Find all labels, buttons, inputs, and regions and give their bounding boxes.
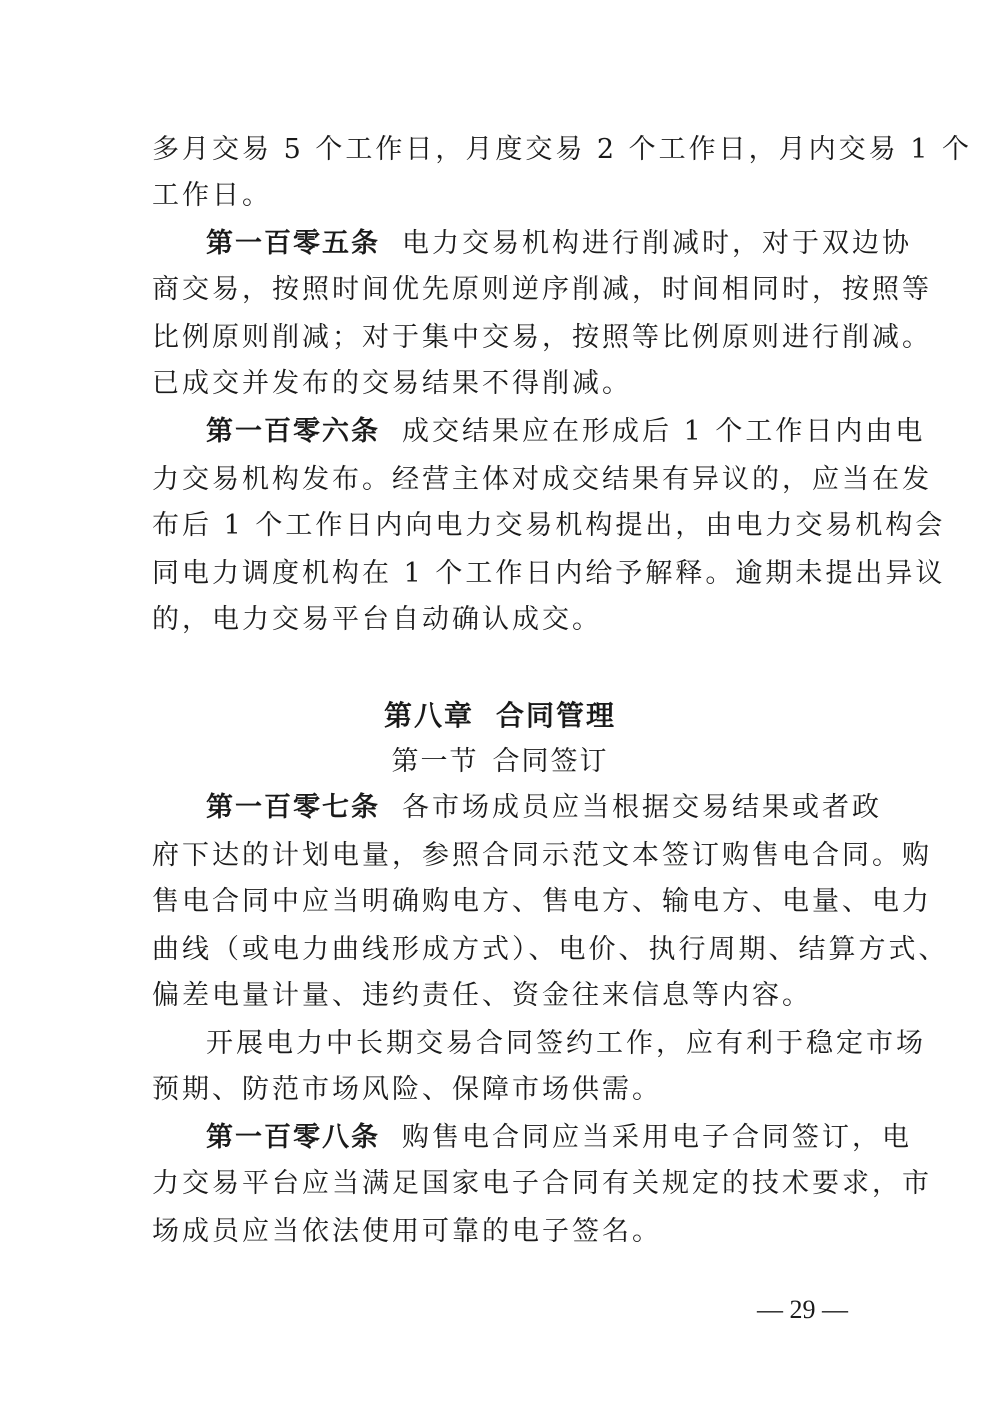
text-line: 各市场成员应当根据交易结果或者政	[402, 792, 882, 823]
text-line: 同电力调度机构在 1 个工作日内给予解释。逾期未提出异议	[152, 558, 946, 589]
text-line: 多月交易 5 个工作日，月度交易 2 个工作日，月内交易 1 个	[152, 134, 973, 165]
text-line: 开展电力中长期交易合同签约工作，应有利于稳定市场	[206, 1028, 926, 1059]
text-line: 力交易平台应当满足国家电子合同有关规定的技术要求，市	[152, 1168, 932, 1199]
text-line: 工作日。	[152, 180, 272, 211]
text-line: 成交结果应在形成后 1 个工作日内由电	[402, 416, 926, 447]
article-heading: 第一百零七条	[206, 792, 380, 823]
text-line: 府下达的计划电量，参照合同示范文本签订购售电合同。购	[152, 840, 932, 871]
text-line: 售电合同中应当明确购电方、售电方、输电方、电量、电力	[152, 886, 932, 917]
text-line: 布后 1 个工作日内向电力交易机构提出，由电力交易机构会	[152, 510, 946, 541]
article-106	[206, 414, 926, 450]
article-105	[206, 226, 912, 262]
section-number: 第一节	[391, 746, 479, 777]
chapter-heading	[0, 698, 1000, 734]
text-line: 已成交并发布的交易结果不得削减。	[152, 368, 632, 399]
section-title: 合同签订	[492, 746, 609, 777]
text-line: 比例原则削减；对于集中交易，按照等比例原则进行削减。	[152, 322, 932, 353]
section-heading	[0, 744, 1000, 780]
text-line: 力交易机构发布。经营主体对成交结果有异议的，应当在发	[152, 464, 932, 495]
text-line: 场成员应当依法使用可靠的电子签名。	[152, 1216, 662, 1247]
text-line: 购售电合同应当采用电子合同签订，电	[402, 1122, 912, 1153]
text-line: 电力交易机构进行削减时，对于双边协	[402, 228, 912, 259]
chapter-number: 第八章	[383, 699, 474, 732]
article-107	[206, 790, 882, 826]
article-heading: 第一百零八条	[206, 1122, 380, 1153]
article-heading: 第一百零六条	[206, 416, 380, 447]
text-line: 的，电力交易平台自动确认成交。	[152, 604, 602, 635]
text-line: 商交易，按照时间优先原则逆序削减，时间相同时，按照等	[152, 274, 932, 305]
article-heading: 第一百零五条	[206, 228, 380, 259]
text-line: 曲线（或电力曲线形成方式）、电价、执行周期、结算方式、	[152, 934, 949, 965]
page-number: — 29 —	[757, 1295, 848, 1324]
text-line: 预期、防范市场风险、保障市场供需。	[152, 1074, 662, 1105]
article-108	[206, 1120, 912, 1156]
chapter-title: 合同管理	[496, 699, 617, 732]
text-line: 偏差电量计量、违约责任、资金往来信息等内容。	[152, 980, 812, 1011]
